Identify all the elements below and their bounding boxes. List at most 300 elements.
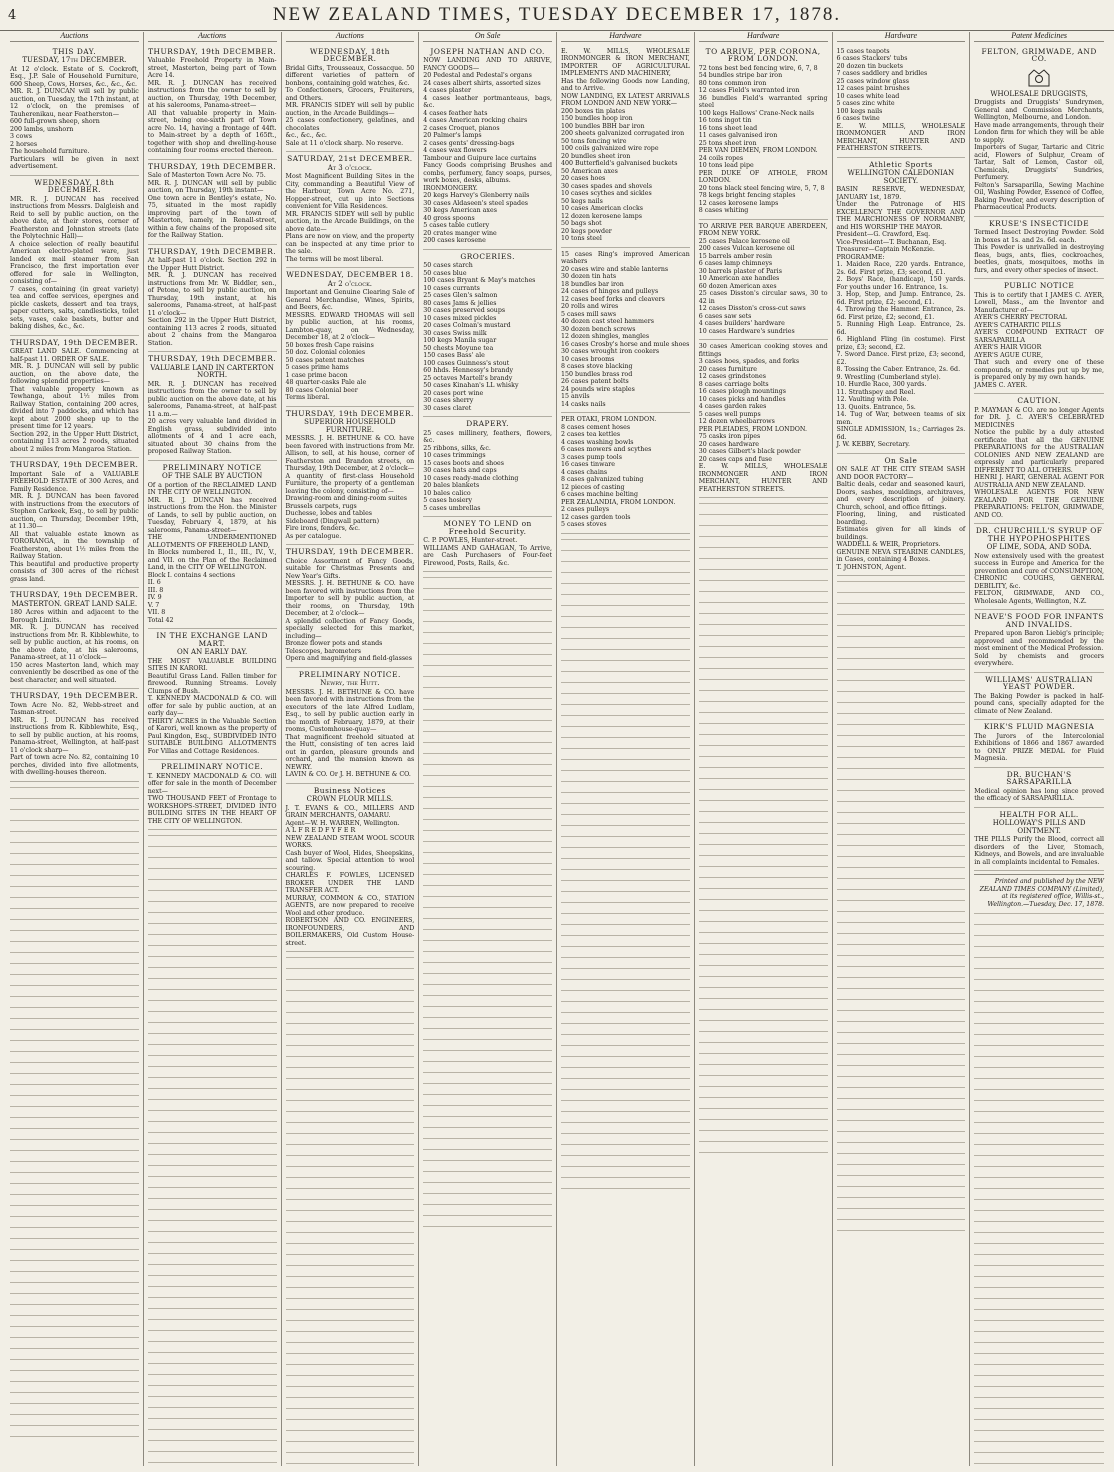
ad-lines [148,180,277,240]
ad-line: 10 tons steel [561,235,602,242]
ad-line: Tambour and Guipure lace curtains [423,154,537,162]
ad-line: 9. Wrestling (Cumberland style). [836,373,941,381]
ad-line: Part of town acre No. 82, containing 10 perches, divided into five allotments, with dwelling-houses thereon. [10,754,139,776]
ad-line: President—G. Crawford, Esq. [836,231,931,238]
small-print-filler [10,939,139,947]
small-print-filler [699,600,828,608]
small-print-filler [423,608,552,616]
small-print-filler [10,818,139,826]
small-print-filler [699,1106,828,1114]
columns [6,32,1108,1466]
ad-line: E. W. MILLS, WHOLESALE IRONMONGER AND IRON MERCHANT, HUNTER AND FEATHERSTON STREETS. [836,122,966,152]
small-print-filler [974,999,1104,1007]
small-print-filler [699,952,828,960]
ad-body-text: Valuable Freehold Property in Main-street, Masterton, being part of Town Acre 14. [147,57,277,79]
small-print-filler [837,766,966,774]
ad-line: 25 cases millinery, feathers, flowers, &c. [423,429,552,444]
small-print-filler [699,831,828,839]
small-print-filler [148,844,277,852]
small-print-filler [148,1427,277,1435]
small-print-filler [974,1043,1104,1051]
ad-line: MR. R. J. DUNCAN has received instructions from Mr. R. Kibblewhite, to sell by public auction, at his rooms, on the above date, at his salerooms, Panama-street, at 11 o'clock— [10,624,139,661]
advertisement [974,524,1104,610]
small-print-filler [286,977,415,985]
column-heading: Patent Medicines [974,32,1104,42]
advertisement [148,352,277,461]
ad-heading: WEDNESDAY, 18th DECEMBER. [34,177,115,194]
small-print-filler [286,1329,415,1337]
small-print-filler [974,1274,1104,1282]
small-print-filler [699,622,828,630]
small-print-filler [10,1027,139,1035]
small-print-filler [561,625,690,633]
small-print-filler [148,1328,277,1336]
small-print-filler [837,898,966,906]
ad-heading: THURSDAY, 19th DECEMBER. [285,547,414,556]
small-print-filler [148,1031,277,1039]
ad-heading: THURSDAY, 19th DECEMBER. [148,46,277,56]
small-print-filler [286,1428,415,1436]
ad-line: &c., &c., &c. [285,132,327,139]
small-print-filler [837,755,966,763]
ad-lines [286,820,415,948]
small-print-filler [423,927,552,935]
small-print-filler [837,777,966,785]
ad-line: CHARLES F. FOWLES, LICENSED BROKER UNDER THE LAND TRANSFER ACT. [285,872,415,894]
column-7 [833,32,971,1466]
small-print-filler [561,911,690,919]
small-print-filler [837,689,966,697]
ad-line: 6 cases mowers and scythes [561,446,652,453]
ad-line: 2. Boys' Race, (handicap), 150 yards. For youths under 16. Entrance, 1s. [836,276,966,291]
small-print-filler [837,1052,966,1060]
small-print-filler [974,1153,1104,1161]
ad-lines [974,314,1104,389]
small-print-filler [286,1153,415,1161]
small-print-filler [286,1439,415,1447]
small-print-filler [286,999,415,1007]
small-print-filler [148,1229,277,1237]
small-print-filler [837,810,966,818]
small-print-filler [10,1401,139,1409]
ad-line: 80 cases Jams & jellies [423,299,497,307]
small-print-filler [699,556,828,564]
small-print-filler [148,976,277,984]
small-print-filler [561,658,690,666]
small-print-filler [837,931,966,939]
ad-line: 24 pounds wire staples [561,385,635,393]
small-print-filler [423,1158,552,1166]
ad-lines [148,272,277,347]
small-print-filler [10,961,139,969]
small-print-filler [423,641,552,649]
ad-line: 30 kegs American axes [423,207,497,214]
ad-line: Terms liberal. [285,394,330,401]
ad-heading: PRELIMINARY NOTICE [162,462,262,472]
small-print-filler [10,917,139,925]
ad-title: ON AN EARLY DAY. [176,648,248,656]
ad-line: Has the following Goods now Landing, and to Arrive. [561,77,690,92]
ad-lines [699,223,828,336]
small-print-filler [10,1346,139,1354]
small-print-filler [974,1219,1104,1227]
ad-title: OF THE SALE BY AUCTION [162,472,263,480]
ad-line: 30 cases Swiss milk [423,329,487,337]
small-print-filler [837,1085,966,1093]
small-print-filler [148,1262,277,1270]
small-print-filler [423,674,552,682]
small-print-filler [148,1405,277,1413]
ad-line: Sideboard (Dingwall pattern) [285,517,380,525]
column-heading: Hardware [699,32,828,42]
advertisement [10,176,139,336]
small-print-filler [837,1217,966,1225]
small-print-filler [561,702,690,710]
ad-line: 60 hhds. Hennessy's brandy [423,367,514,374]
small-print-filler [974,944,1104,952]
small-print-filler [699,886,828,894]
ad-line: Section 292, in the Upper Hutt District, containing 113 acres 2 roods, situated about 2 miles from Mangaroa Station. [10,430,139,453]
small-print-filler [974,1285,1104,1293]
ad-line: T. KENNEDY MACDONALD & CO. will offer for sale by public auction, at an early day— [147,695,277,717]
small-print-filler [286,1186,415,1194]
small-print-filler [837,854,966,862]
column-1 [6,32,144,1466]
masthead [0,0,1114,31]
small-print-filler [974,1087,1104,1095]
crest-icon [974,66,1104,88]
small-print-filler [561,1043,690,1051]
advertisement [148,245,277,353]
ad-line: Plans are now on view, and the property can be inspected at any time prior to the sale. [285,233,415,255]
ad-line: Notice the public by a duly attested certificate that all the GENUINE PREPARATIONS for the AUSTRALIAN COLONIES AND NEW ZEALAND are expressly and particularly prepared DIFFERENT TO ALL OTHERS. [974,429,1104,474]
ad-lines [423,72,552,245]
small-print-filler [10,1324,139,1332]
small-print-filler [974,933,1104,941]
small-print-filler [10,796,139,804]
ad-heading: DR. CHURCHILL'S SYRUP OF THE HYPOPHOSPHITES [975,526,1103,543]
small-print-filler [974,1142,1104,1150]
small-print-filler [699,644,828,652]
small-print-filler [423,1026,552,1034]
ad-line: 50 cases Kinahan's LL whisky [423,382,519,389]
small-print-filler [699,1128,828,1136]
small-print-filler [699,666,828,674]
ad-line: 24 cases albert shirts, assorted sizes [423,79,541,87]
column-heading: Auctions [148,32,277,42]
small-print-filler [10,1214,139,1222]
small-print-filler [561,1076,690,1084]
small-print-filler [148,932,277,940]
small-print-filler [148,954,277,962]
small-print-filler [286,1076,415,1084]
small-print-filler [286,1098,415,1106]
ad-lines [148,381,277,456]
small-print-filler [10,1126,139,1134]
small-print-filler [837,1195,966,1203]
small-print-filler [974,1318,1104,1326]
small-print-filler [699,985,828,993]
small-print-filler [286,1230,415,1238]
ad-line: 11 cases galvanised iron [698,132,778,139]
ad-line: 4. Throwing the Hammer. Entrance, 2s. 6d. First prize, £2; second, £1. [836,306,966,321]
ad-title: MASTERTON. GREAT LAND SALE. [11,599,138,608]
small-print-filler [286,966,415,974]
ad-line: 12. Vaulting with Pole. [836,396,909,403]
small-print-filler [148,1284,277,1292]
small-print-filler [699,578,828,586]
ad-lines [699,343,828,493]
ad-line: 50 boxes fresh Cape raisins [285,341,374,349]
small-print-filler [974,1197,1104,1205]
small-print-filler [148,1042,277,1050]
small-print-filler [699,853,828,861]
small-print-filler [561,933,690,941]
ad-line: 12 dozen kerosene lamps [561,212,643,220]
small-print-filler [10,840,139,848]
small-print-filler [837,634,966,642]
small-print-filler [837,1184,966,1192]
advertisement [286,152,415,268]
small-print-filler [561,922,690,930]
small-print-filler [699,523,828,531]
small-print-filler [561,845,690,853]
small-print-filler [286,1450,415,1458]
small-print-filler [148,1207,277,1215]
small-print-filler [561,900,690,908]
ad-line: AYER'S HAIR VIGOR [974,344,1042,351]
divider [974,874,1104,875]
ad-body-text: E. W. MILLS, WHOLESALE IRONMONGER & IRON MERCHANT, IMPORTER OF AGRICULTURAL IMPLEMENTS AND MACHINERY, [561,47,690,77]
ad-body-text: Most Magnificent Building Sites in the City, commanding a Beautiful View of the Harbour, Town Acre No. 271, Hopper-street, cut up into Sections convenient for Villa Residences. [285,173,415,210]
ad-lines [423,537,552,567]
small-print-filler [699,1051,828,1059]
ad-line: Brussels carpets, rugs [285,502,357,510]
small-print-filler [974,1384,1104,1392]
ad-line: 20 bundles sheet iron [561,152,631,160]
small-print-filler [423,696,552,704]
small-print-filler [423,795,552,803]
small-print-filler [974,1296,1104,1304]
ad-line: 50 bags shot [561,220,602,227]
small-print-filler [699,589,828,597]
small-print-filler [699,611,828,619]
advertisement [974,279,1104,394]
ad-line: 100 coils galvanized wire rope [561,145,659,152]
small-print-filler [561,1153,690,1161]
ad-line: 25 tons sheet iron [698,139,757,147]
ad-line: Section 292 in the Upper Hutt District, containing 113 acres 2 roods, situated about 2 chains from the Mangaroa Station. [147,317,277,347]
ad-line: Fancy Goods comprising Brushes and combs, perfumery, fancy soaps, purses, work boxes, desks, albums. [423,162,552,184]
ad-line: WHOLESALE AGENTS FOR NEW ZEALAND FOR THE GENUINE PREPARATIONS: FELTON, GRIMWADE, AND CO. [974,489,1104,519]
small-print-filler [699,633,828,641]
ad-lines [561,251,690,409]
small-print-filler [423,916,552,924]
small-print-filler [148,1295,277,1303]
small-print-filler [148,899,277,907]
small-print-filler [837,645,966,653]
small-print-filler [974,1131,1104,1139]
ad-line: Total 42 [147,616,174,624]
small-print-filler [423,784,552,792]
small-print-filler [286,1054,415,1062]
ad-line: 100 kegs Manila sugar [423,337,497,344]
ad-lines [974,429,1104,519]
small-print-filler [10,829,139,837]
small-print-filler [699,1139,828,1147]
ad-line: 54 bundles stripe bar iron [698,72,783,79]
small-print-filler [423,1191,552,1199]
small-print-filler [423,729,552,737]
small-print-filler [148,1273,277,1281]
ad-line: HENRI J. HART, GENERAL AGENT FOR AUSTRALIA AND NEW ZEALAND. [974,474,1104,489]
small-print-filler [286,1296,415,1304]
ad-line: WADDELL & WEIR, Proprietors. [836,541,941,548]
small-print-filler [423,1114,552,1122]
ad-line: 10 cases ready-made clothing [423,474,519,482]
ad-line: Felton's Sarsaparilla, Sewing Machine Oil, Washing Powder, Essence of Coffee, Baking Powder, and every description of Pharmaceutical Products. [974,181,1104,211]
ad-lines [148,497,277,625]
small-print-filler [423,1202,552,1210]
small-print-filler [837,601,966,609]
small-print-filler [148,1218,277,1226]
small-print-filler [837,832,966,840]
ad-line: A quantity of first-class Household Furniture, the property of a gentleman leaving the colony, consisting of— [285,472,415,495]
ad-body-text: Of a portion of the RECLAIMED LAND IN THE CITY OF WELLINGTON. [147,481,277,496]
small-print-filler [837,909,966,917]
ad-lines [286,580,415,663]
small-print-filler [561,559,690,567]
ad-line: Bronze flower pots and stands [285,640,383,647]
small-print-filler [699,743,828,751]
small-print-filler [837,1074,966,1082]
small-print-filler [286,1109,415,1117]
small-print-filler [10,1423,139,1431]
page-number: 4 [8,8,17,23]
small-print-filler [699,787,828,795]
small-print-filler [10,1434,139,1442]
small-print-filler [837,1019,966,1027]
small-print-filler [148,866,277,874]
small-print-filler [10,1060,139,1068]
ad-line: 30 cases Gilbert's black powder [698,448,801,455]
small-print-filler [423,586,552,594]
ad-line: 20 rolls and wires [561,303,619,310]
ad-heading: DR. BUCHAN'S SARSAPARILLA [1006,769,1072,786]
ad-line: PER VAN DIEMEN, FROM LONDON. [698,147,818,154]
ad-line: Agent—W. H. WARREN, Wellington. [285,819,400,827]
ad-body-text: Choice Assortment of Fancy Goods, suitable for Christmas Presents and New Year's Gifts. [285,557,415,580]
ad-body-text: At half-past 11 o'clock. Section 292 in the Upper Hutt District. [147,257,277,272]
ad-line: 12 cases paint brushes [836,85,910,92]
ad-line: 16 cases tinware [561,461,615,468]
ad-line: Cash buyer of Wool, Hides, Sheepskins, and tallow. Special attention to wool scouring. [285,849,415,872]
small-print-filler [148,1196,277,1204]
small-print-filler [561,724,690,732]
ad-line: 10 cases Hardware's sundries [698,327,795,335]
small-print-filler [974,1439,1104,1447]
small-print-filler [561,999,690,1007]
ad-heading: THURSDAY, 19th DECEMBER. [10,337,139,347]
small-print-filler [148,1141,277,1149]
ad-line: MESSRS. J. H. BETHUNE & CO. have been favored with instructions from the Importer to sell by public auction, at their rooms, on Thursday, 19th December, at 2 o'clock— [285,580,415,617]
advertisement [423,517,552,572]
ad-line: One town acre in Bentley's estate, No. 75, situated in the most rapidly improving part of the town of Masterton, namely, in Renall-street, within a few chains of the proposed site for the Railway Station. [147,194,277,239]
ad-title: OF LIME, SODA, AND SODA. [986,543,1092,551]
ad-lines [974,553,1104,606]
small-print-filler [423,718,552,726]
small-print-filler [837,1008,966,1016]
small-print-filler [286,1043,415,1051]
ad-line: 50 tons fencing wire [561,137,627,145]
advertisement [148,45,277,160]
small-print-filler [561,790,690,798]
ad-line: 16 tons ingot tin [698,117,752,124]
ad-line: 100 cases Guinness's stout [423,359,510,367]
ad-line: WILLIAMS AND GAHAGAN, To Arrive, are Cash Purchasers of Four-feet Firewood, Posts, Rails, &c. [423,544,552,567]
ad-title: At 2 o'clock. [327,279,373,288]
small-print-filler [10,862,139,870]
ad-line: 20 cases furniture [698,365,758,373]
ad-line: 50 cases blue [423,269,467,277]
ad-line: 40 dozen cast steel hammers [561,318,654,325]
small-print-filler [699,699,828,707]
small-print-filler [148,1317,277,1325]
ad-line: 600 full-grown sheep, shorn [10,118,100,125]
small-print-filler [286,1241,415,1249]
ad-heading: NEAVE'S FOOD FOR INFANTS AND INVALIDS. [974,612,1104,629]
small-print-filler [423,905,552,913]
small-print-filler [423,663,552,671]
ad-line: 12 dozen shingles, mangles [561,333,650,340]
small-print-filler [837,975,966,983]
ad-line: MESSRS. J. H. BETHUNE & CO. have been favored with instructions from Mr. Allison, to sell, at his house, corner of Featherston and Brandon streets, on Thursday, 19th December, at 2 o'clock— [285,435,415,472]
advertisement [974,808,1104,872]
small-print-filler [10,1236,139,1244]
small-print-filler [423,894,552,902]
ad-line: 20 cases Colman's mustard [423,322,511,329]
small-print-filler [423,971,552,979]
ad-line: MR. R. J. DUNCAN has been favored with instructions from the executors of Stephen Carkeek, Esq., to sell by public auction, on Thursday, December 19th, at 11.30— [10,493,139,530]
ad-line: 16 tons sheet lead [698,124,758,132]
small-print-filler [286,1285,415,1293]
ad-line: 10 cases currants [423,284,480,292]
advertisement [561,45,690,248]
ad-line: 80 cases Colonial beer [285,386,358,394]
ad-line: 1. Maiden Race, 220 yards. Entrance, 2s. 6d. First prize, £3; second, £1. [836,261,966,276]
newspaper-title: NEW ZEALAND TIMES, TUESDAY DECEMBER 17, 1878. [272,4,842,25]
ad-line: 15 anvils [561,393,590,400]
small-print-filler [699,1007,828,1015]
small-print-filler [10,873,139,881]
small-print-filler [10,1071,139,1079]
ad-line: 36 bundles Field's warranted spring steel [698,94,828,109]
ad-line: 2 horses [10,140,38,148]
ad-lines [561,416,690,529]
ad-body-text: MR. R. J. DUNCAN has received instructions from Messrs. Dalgleish and Reid to sell by public auction, on the above date, at their stores, corner of Featherston and Johnston streets (late the Polytechnic Hall)— [10,195,139,240]
small-print-filler [837,1129,966,1137]
small-print-filler [699,996,828,1004]
ad-line: Prepared upon Baron Liebig's principle; approved and recommended by the most eminent of the Medical Profession. [974,630,1104,652]
small-print-filler [699,754,828,762]
small-print-filler [148,1064,277,1072]
small-print-filler [286,1087,415,1095]
small-print-filler [561,977,690,985]
small-print-filler [148,1020,277,1028]
ad-line: Have made arrangements, through their London firm for which they will be able to supply. [974,121,1104,144]
small-print-filler [10,1148,139,1156]
small-print-filler [423,861,552,869]
